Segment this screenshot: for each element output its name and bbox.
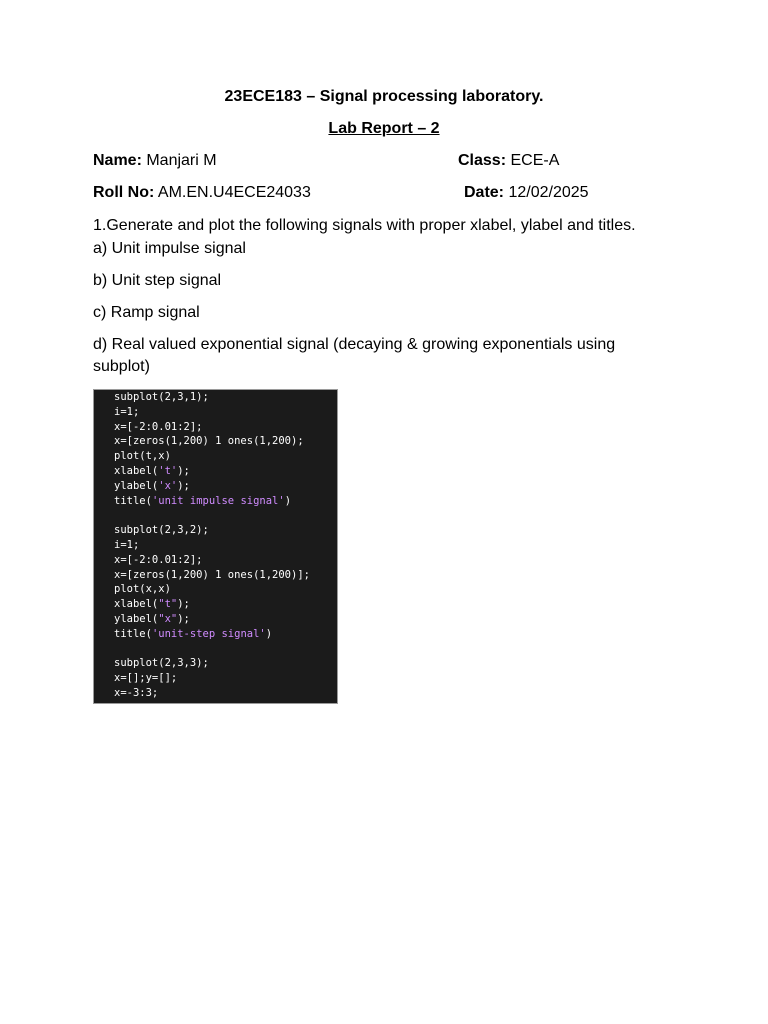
code-line (114, 435, 304, 447)
code-text: x=[];y=[]; (114, 672, 178, 685)
code-string: 'unit-step signal' (151, 627, 266, 640)
code-text: xlabel( (114, 465, 159, 477)
code-line (114, 421, 203, 433)
code-text: ); (177, 479, 190, 492)
code-screenshot (93, 389, 338, 704)
report-title: 23ECE183 – Signal processing laboratory. (224, 88, 544, 105)
roll-value: AM.EN.U4ECE24033 (154, 184, 311, 201)
code-text: ); (177, 465, 190, 477)
code-text: ylabel( (114, 479, 159, 492)
code-line (114, 583, 171, 595)
class-value: ECE-A (506, 152, 560, 169)
code-line (114, 539, 139, 551)
code-line (114, 495, 291, 507)
code-line (114, 465, 190, 477)
code-text: ) (265, 627, 273, 640)
code-text: x=[-2:0.01:2]; (114, 553, 203, 566)
code-text: x=[zeros(1,200) 1 ones(1,200)]; (114, 568, 310, 581)
date-label: Date: (464, 184, 505, 201)
code-string: "x" (158, 613, 178, 625)
name-value: Manjari M (141, 152, 217, 169)
code-line (114, 613, 190, 625)
code-text: i=1; (114, 539, 140, 551)
code-text: title( (114, 627, 152, 640)
code-text: x=-3:3; (114, 687, 159, 699)
code-text: ); (177, 598, 190, 611)
code-text: xlabel( (114, 598, 159, 611)
question-item-b: b) Unit step signal (93, 272, 222, 289)
roll-label: Roll No: (93, 184, 155, 201)
code-line (114, 391, 209, 403)
code-line (114, 628, 272, 640)
code-string: "t" (158, 598, 178, 611)
class-row (458, 152, 559, 170)
code-text: title( (114, 494, 152, 507)
code-text: subplot(2,3,3); (114, 657, 209, 670)
code-line (114, 554, 203, 566)
code-string: 't' (158, 465, 178, 477)
code-text: ylabel( (114, 613, 159, 625)
code-line (114, 450, 171, 462)
code-text: ) (284, 494, 292, 507)
code-line (114, 524, 209, 536)
code-string: 'x' (158, 479, 178, 492)
code-text: subplot(2,3,1); (114, 391, 209, 403)
class-label: Class: (458, 152, 507, 169)
report-subtitle: Lab Report – 2 (328, 120, 440, 137)
code-text: i=1; (114, 405, 140, 418)
question-item-d: d) Real valued exponential signal (decaying & growing exponentials using subplot) (93, 336, 616, 375)
name-label: Name: (93, 152, 142, 169)
code-text: plot(t,x) (114, 450, 171, 463)
date-row (464, 184, 589, 202)
question-item-a: a) Unit impulse signal (93, 240, 246, 257)
name-row (93, 152, 217, 170)
code-line (114, 687, 158, 699)
code-line (114, 480, 190, 492)
code-text: plot(x,x) (114, 583, 171, 596)
code-text: x=[-2:0.01:2]; (114, 420, 203, 433)
code-string: 'unit impulse signal' (151, 494, 285, 507)
code-line (114, 569, 310, 581)
code-line (114, 672, 177, 684)
code-line (114, 657, 209, 669)
code-line (114, 598, 190, 610)
code-line (114, 406, 139, 418)
date-value: 12/02/2025 (504, 184, 589, 201)
code-text: subplot(2,3,2); (114, 524, 209, 537)
roll-row (93, 184, 311, 202)
question-text: 1.Generate and plot the following signals with proper xlabel, ylabel and titles. (93, 217, 636, 234)
question-item-c: c) Ramp signal (93, 304, 200, 321)
code-text: x=[zeros(1,200) 1 ones(1,200); (114, 435, 304, 448)
code-text: ); (177, 613, 190, 625)
